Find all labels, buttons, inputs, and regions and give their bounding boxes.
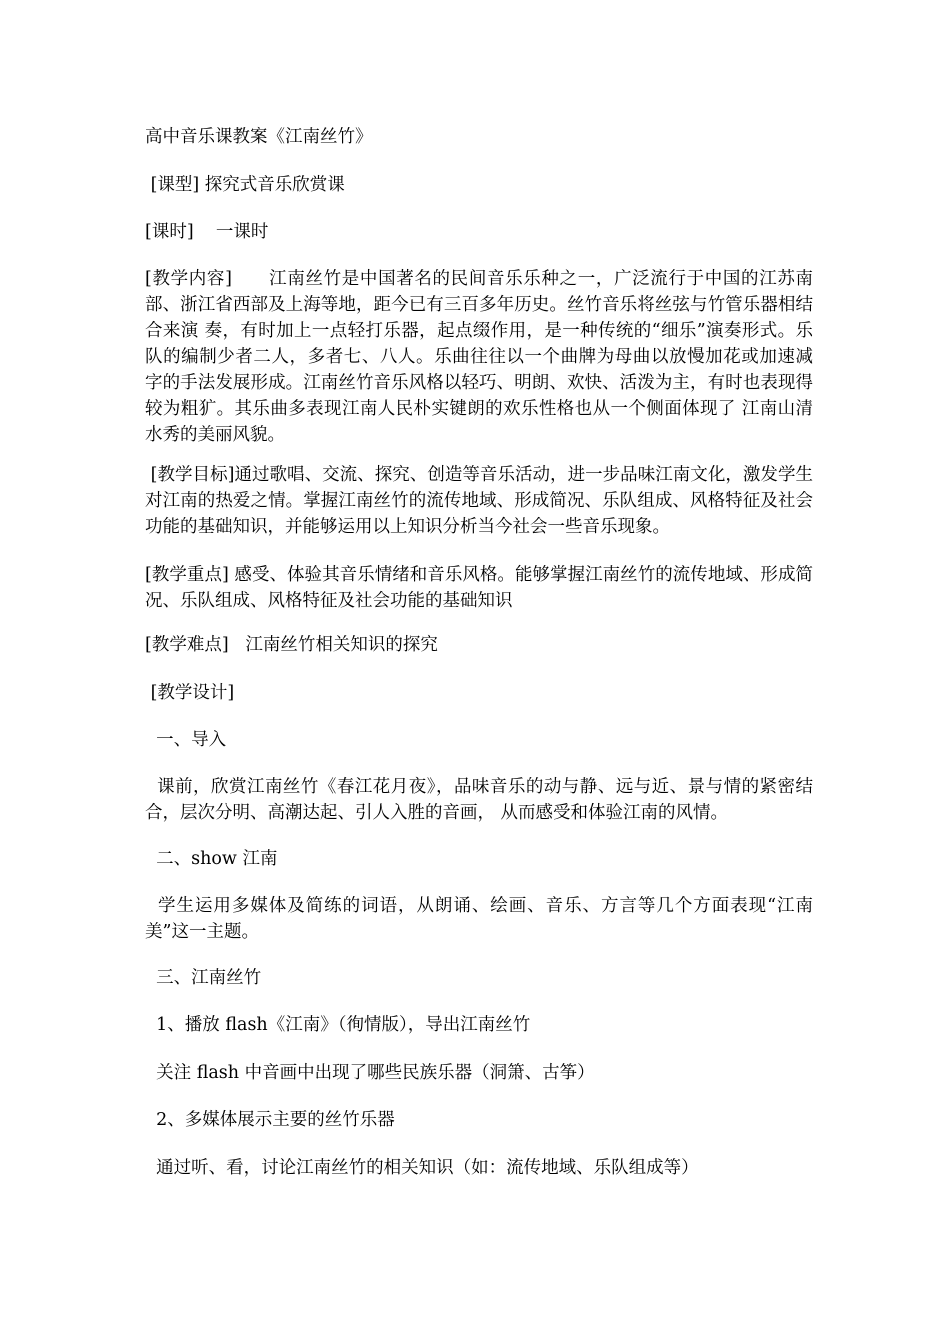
section-2-title: 二、show 江南 [145,849,278,869]
lesson-type: [课型] 探究式音乐欣赏课 [145,175,345,195]
section-2-body: 学生运用多媒体及简练的词语，从朗诵、绘画、音乐、方言等几个方面表现“江南美”这一主题。 [145,896,813,942]
document-title: 高中音乐课教案《江南丝竹》 [145,127,373,147]
section-1-title: 一、导入 [145,730,227,750]
section-3-item-1-note: 关注 flash 中音画中出现了哪些民族乐器（洞箫、古筝） [145,1063,595,1083]
section-1-body: 课前，欣赏江南丝竹《春江花月夜》，品味音乐的动与静、远与近、景与情的紧密结合，层次分明、高潮达起、引人入胜的音画， 从而感受和体验江南的风情。 [145,777,813,823]
teaching-goals: [教学目标]通过歌唱、交流、探究、创造等音乐活动，进一步品味江南文化，激发学生对江南的热爱之情。掌握江南丝竹的流传地域、形成简况、乐队组成、风格特征及社会功能的基础知识，并能够运用以上知识分析当今社会一些音乐现象。 [145,465,813,537]
teaching-difficulties: [教学难点] 江南丝竹相关知识的探究 [145,635,438,655]
section-3-item-1: 1、播放 flash《江南》（徇情版），导出江南丝竹 [145,1015,531,1035]
section-3-title: 三、江南丝竹 [145,968,262,988]
teaching-key-points: [教学重点] 感受、体验其音乐情绪和音乐风格。能够掌握江南丝竹的流传地域、形成简况、乐队组成、风格特征及社会功能的基础知识 [145,565,813,611]
teaching-design-heading: [教学设计] [145,683,235,703]
teaching-content: [教学内容] 江南丝竹是中国著名的民间音乐乐种之一，广泛流行于中国的江苏南部、浙江省西部及上海等地，距今已有三百多年历史。丝竹音乐将丝弦与竹管乐器相结合来演 奏，有时加上一点轻打乐器，起点缀作用，是一种传统的“细乐”演奏形式。乐队的编制少者二人，多者七、八人。乐曲往往以一个曲牌为母曲以放慢加花或加速减 字的手法发展形成。江南丝竹音乐风格以轻巧、明朗、欢快、活泼为主，有时也表现得较为粗犷。其乐曲多表现江南人民朴实键朗的欢乐性格也从一个侧面体现了 江南山清水秀的美丽风貌。 [145,269,819,445]
section-3-item-2-note: 通过听、看，讨论江南丝竹的相关知识（如：流传地域、乐队组成等） [145,1158,699,1178]
section-3-item-2: 2、多媒体展示主要的丝竹乐器 [145,1110,395,1130]
lesson-period: [课时] 一课时 [145,222,269,242]
